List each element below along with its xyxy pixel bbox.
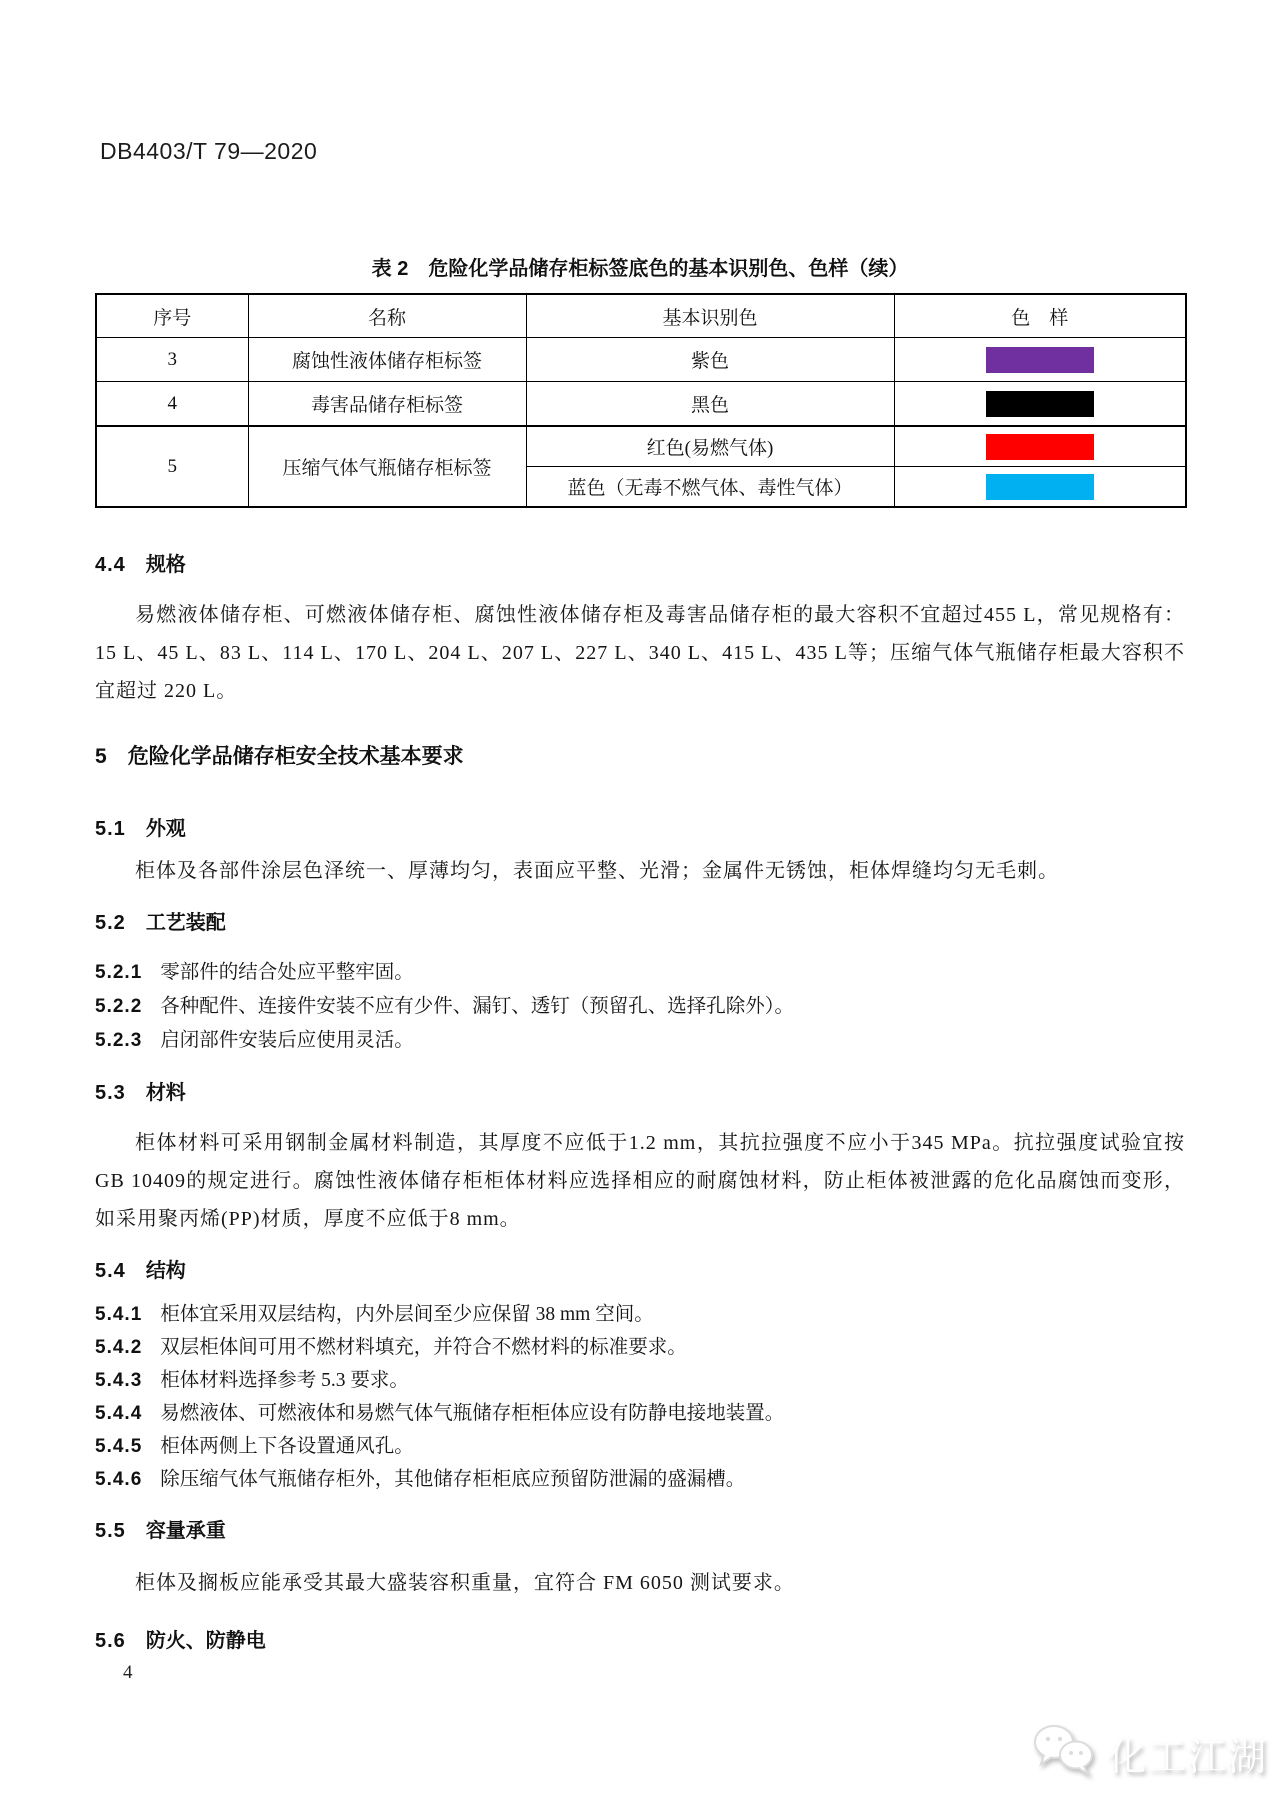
cell-swatch [894,426,1186,467]
clause-text: 除压缩气体气瓶储存柜外，其他储存柜柜底应预留防泄漏的盛漏槽。 [160,1469,746,1490]
table-header-row [96,294,1186,338]
section-heading-5-1 [95,812,186,841]
clause-text: 零部件的结合处应平整牢固。 [160,962,414,983]
cell-swatch [894,382,1186,427]
table-row [96,382,1186,427]
cell-color-name: 黑色 [526,382,894,427]
col-header-color: 基本识别色 [526,294,894,338]
table-row [96,338,1186,382]
section-heading-5 [95,740,464,770]
section-number: 5.3 [95,1082,126,1104]
cell-name: 压缩气体气瓶储存柜标签 [248,426,526,507]
clause-number: 5.2.3 [95,1030,143,1051]
clause-5-2-3 [95,1024,1185,1052]
clause-5-4-1 [95,1298,1185,1326]
cell-swatch [894,467,1186,508]
label-color-table [95,293,1187,508]
section-number: 5.4 [95,1260,126,1282]
clause-number: 5.4.3 [95,1370,143,1391]
section-number: 5.5 [95,1520,126,1542]
paragraph-5-3: 柜体材料可采用钢制金属材料制造，其厚度不应低于1.2 mm，其抗拉强度不应小于345 MPa。抗拉强度试验宜按GB 10409的规定进行。腐蚀性液体储存柜柜体材料应选择相应的耐腐蚀材料，防止柜体被泄露的危化品腐蚀而变形，如采用聚丙烯(PP)材质，厚度不应低于8 mm。 [95,1132,1185,1230]
cell-no: 3 [96,338,248,382]
section-heading-5-4 [95,1254,186,1283]
clause-text: 各种配件、连接件安装不应有少件、漏钉、透钉（预留孔、选择孔除外）。 [160,996,795,1017]
clause-5-2-2 [95,990,1185,1018]
cell-color-name: 紫色 [526,338,894,382]
section-number: 5.2 [95,912,126,934]
paragraph-4-4: 易燃液体储存柜、可燃液体储存柜、腐蚀性液体储存柜及毒害品储存柜的最大容积不宜超过455 L，常见规格有：15 L、45 L、83 L、114 L、170 L、204 L、207 L、227 L、340 L、415 L、435 L等；压缩气体气瓶储存柜最大容积不宜超过 220 L。 [95,604,1185,702]
cell-name: 腐蚀性液体储存柜标签 [248,338,526,382]
clause-number: 5.4.1 [95,1304,143,1325]
section-heading-5-2 [95,906,226,935]
watermark [1032,1722,1268,1785]
cell-color-name: 红色(易燃气体) [526,426,894,467]
clause-5-4-6 [95,1463,1185,1491]
section-number: 4.4 [95,554,126,576]
clause-5-4-4 [95,1397,1185,1425]
doc-number: DB4403/T 79—2020 [100,138,318,164]
cell-color-name: 蓝色（无毒不燃气体、毒性气体） [526,467,894,508]
color-table [95,293,1187,508]
section-title: 容量承重 [145,1520,226,1542]
clause-text: 双层柜体间可用不燃材料填充，并符合不燃材料的标准要求。 [160,1337,687,1358]
clause-number: 5.4.4 [95,1403,143,1424]
color-swatch-blue [986,474,1094,500]
cell-no: 4 [96,382,248,427]
section-heading-4-4 [95,548,186,577]
section-heading-5-3 [95,1076,186,1105]
col-header-sample: 色 样 [894,294,1186,338]
clause-text: 启闭部件安装后应使用灵活。 [160,1030,414,1051]
clause-5-4-3 [95,1364,1185,1392]
clause-text: 柜体材料选择参考 5.3 要求。 [160,1370,409,1391]
color-swatch-purple [986,347,1094,373]
section-heading-5-5 [95,1514,226,1543]
clause-text: 柜体两侧上下各设置通风孔。 [160,1436,414,1457]
col-header-no: 序号 [96,294,248,338]
cell-no: 5 [96,426,248,507]
section-title: 结构 [145,1260,186,1282]
chat-bubbles-icon [1032,1722,1098,1785]
paragraph-5-5: 柜体及搁板应能承受其最大盛装容积重量，宜符合 FM 6050 测试要求。 [135,1572,795,1594]
cell-name: 毒害品储存柜标签 [248,382,526,427]
section-title: 危险化学品储存柜安全技术基本要求 [127,745,464,768]
clause-number: 5.4.2 [95,1337,143,1358]
section-title: 材料 [145,1082,186,1104]
table-title: 表 2 危险化学品储存柜标签底色的基本识别色、色样（续） [371,258,909,280]
clause-5-4-5 [95,1430,1185,1458]
cell-swatch [894,338,1186,382]
section-title: 防火、防静电 [145,1630,266,1652]
section-number: 5 [95,745,108,768]
section-title: 外观 [145,818,186,840]
col-header-name: 名称 [248,294,526,338]
color-swatch-black [986,391,1094,417]
page-number: 4 [123,1662,133,1683]
section-number: 5.1 [95,818,126,840]
section-number: 5.6 [95,1630,126,1652]
clause-5-2-1 [95,956,1185,984]
section-heading-5-6 [95,1624,266,1653]
clause-number: 5.2.1 [95,962,143,983]
clause-number: 5.4.5 [95,1436,143,1457]
table-row [96,426,1186,467]
clause-number: 5.2.2 [95,996,143,1017]
paragraph-5-1: 柜体及各部件涂层色泽统一、厚薄均匀，表面应平整、光滑；金属件无锈蚀，柜体焊缝均匀无毛刺。 [135,860,1059,882]
color-swatch-red [986,434,1094,460]
clause-text: 易燃液体、可燃液体和易燃气体气瓶储存柜柜体应设有防静电接地装置。 [160,1403,785,1424]
clause-5-4-2 [95,1331,1185,1359]
clause-text: 柜体宜采用双层结构，内外层间至少应保留 38 mm 空间。 [160,1304,654,1325]
section-title: 规格 [145,554,186,576]
section-title: 工艺装配 [145,912,226,934]
watermark-text: 化工江湖 [1108,1737,1269,1779]
clause-number: 5.4.6 [95,1469,143,1490]
